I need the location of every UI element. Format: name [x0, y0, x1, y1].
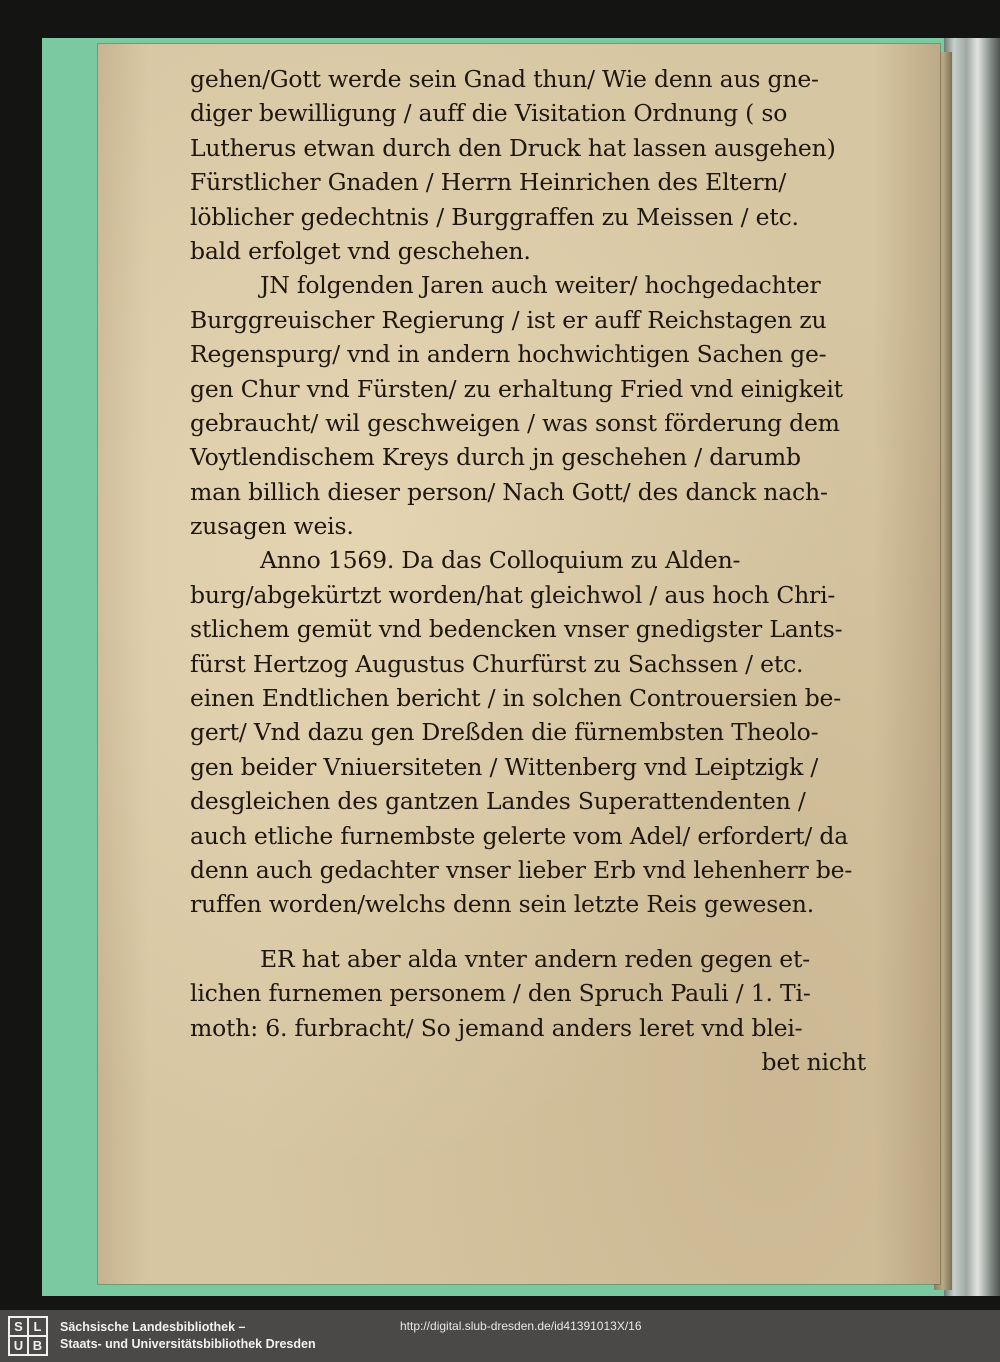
- text-line: desgleichen des gantzen Landes Superattendenten /: [190, 787, 806, 816]
- text-line: gert/ Vnd dazu gen Dreßden die fürnembsten Theolo-: [190, 718, 819, 747]
- text-line: Fürstlicher Gnaden / Herrn Heinrichen des Eltern/: [190, 168, 787, 197]
- text-line: gebraucht/ wil geschweigen / was sonst förderung dem: [190, 408, 840, 437]
- logo-letter: S: [9, 1317, 28, 1336]
- text-line: fürst Hertzog Augustus Churfürst zu Sachssen / etc.: [190, 649, 804, 678]
- library-name: [60, 1319, 316, 1353]
- library-name-line2: Staats- und Universitätsbibliothek Dresden: [60, 1337, 316, 1351]
- text-line: moth: 6. furbracht/ So jemand anders leret vnd blei-: [190, 1013, 803, 1042]
- paragraph-start-line: JN folgenden Jaren auch weiter/ hochgedachter: [260, 271, 821, 300]
- logo-letter: L: [28, 1317, 47, 1336]
- page-text: [190, 62, 876, 1079]
- text-line: burg/abgekürtzt worden/hat gleichwol / aus hoch Chri-: [190, 580, 836, 609]
- text-line: Regenspurg/ vnd in andern hochwichtigen Sachen ge-: [190, 340, 827, 369]
- footer-bar: [0, 1310, 1000, 1362]
- text-line: diger bewilligung / auff die Visitation Ordnung ( so: [190, 99, 788, 128]
- text-line: ruffen worden/welchs denn sein letzte Reis gewesen.: [190, 890, 814, 919]
- text-line: Burggreuischer Regierung / ist er auff Reichstagen zu: [190, 305, 827, 334]
- text-line: auch etliche furnembste gelerte vom Adel/ erfordert/ da: [190, 821, 849, 850]
- text-line: gen Chur vnd Fürsten/ zu erhaltung Fried vnd einigkeit: [190, 374, 843, 403]
- book-spine: [944, 38, 1000, 1296]
- text-line: Voytlendischem Kreys durch jn geschehen / darumb: [190, 443, 801, 472]
- logo-letter: U: [9, 1336, 28, 1355]
- paragraph-start-line: Anno 1569. Da das Colloquium zu Alden-: [260, 546, 741, 575]
- text-line: löblicher gedechtnis / Burggraffen zu Meissen / etc.: [190, 202, 799, 231]
- text-line: stlichem gemüt vnd bedencken vnser gnedigster Lants-: [190, 615, 843, 644]
- text-line: bald erfolget vnd geschehen.: [190, 236, 531, 265]
- text-line: lichen furnemen personem / den Spruch Pauli / 1. Ti-: [190, 979, 811, 1008]
- text-line: gehen/Gott werde sein Gnad thun/ Wie denn aus gne-: [190, 65, 819, 93]
- paragraph-gap: [190, 922, 876, 942]
- slub-logo: [8, 1316, 48, 1356]
- text-line: gen beider Vniuersiteten / Wittenberg vnd Leiptzigk /: [190, 752, 819, 781]
- catchword: bet nicht: [761, 1047, 866, 1076]
- text-line: Lutherus etwan durch den Druck hat lassen ausgehen): [190, 133, 836, 162]
- paragraph-start-line: ER hat aber alda vnter andern reden gegen et-: [260, 944, 810, 973]
- document-url[interactable]: http://digital.slub-dresden.de/id41391013X/16: [400, 1319, 642, 1333]
- library-name-line1: Sächsische Landesbibliothek –: [60, 1320, 246, 1334]
- logo-letter: B: [28, 1336, 47, 1355]
- text-line: denn auch gedachter vnser lieber Erb vnd lehenherr be-: [190, 855, 853, 884]
- text-line: zusagen weis.: [190, 512, 354, 541]
- text-line: man billich dieser person/ Nach Gott/ des danck nach-: [190, 477, 828, 506]
- text-line: einen Endtlichen bericht / in solchen Controuersien be-: [190, 684, 841, 713]
